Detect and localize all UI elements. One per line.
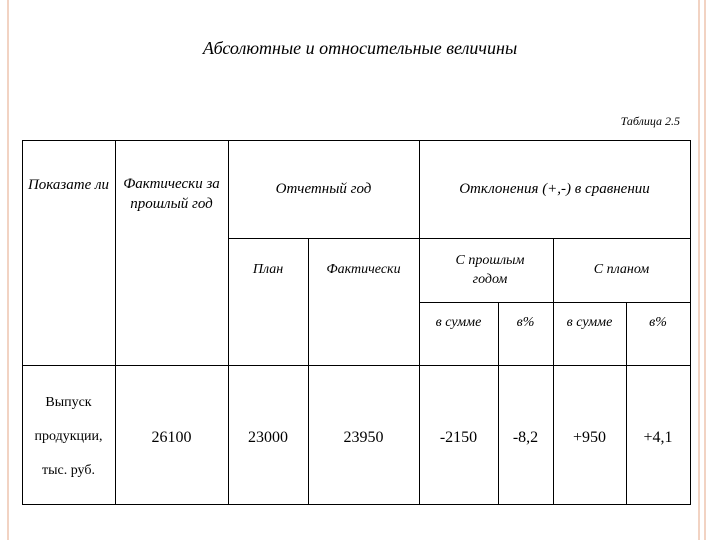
- subheader-sum-1: в сумме: [435, 315, 482, 331]
- header-deviation: Отклонения (+,-) в сравнении: [459, 180, 650, 197]
- subheader-plan-cmp: С планом: [593, 261, 650, 277]
- slide-border-right: [698, 0, 700, 540]
- cell-dev-prev-pct: -8,2: [512, 429, 539, 447]
- subheader-pct-1: в%: [516, 315, 535, 331]
- subheader-sum-2: в сумме: [566, 315, 613, 331]
- row-label: Выпуск продукции, тыс. руб.: [34, 394, 103, 479]
- cell-plan: 23000: [248, 429, 288, 447]
- header-report-year: Отчетный год: [275, 180, 372, 197]
- header-indicators: Показате ли: [27, 176, 110, 193]
- cell-dev-plan-pct: +4,1: [643, 429, 673, 447]
- header-prev-year: Фактически за прошлый год: [123, 175, 220, 212]
- subheader-pct-2: в%: [649, 315, 667, 331]
- cell-prev-year: 26100: [151, 429, 192, 447]
- cell-dev-plan-sum: +950: [572, 429, 607, 447]
- subheader-actual: Фактически: [326, 261, 401, 277]
- page-title: Абсолютные и относительные величины: [202, 38, 518, 58]
- cell-dev-prev-sum: -2150: [439, 429, 478, 447]
- subheader-plan: План: [252, 261, 284, 277]
- table-label: Таблица 2.5: [620, 114, 680, 128]
- slide-border-left: [7, 0, 9, 540]
- subheader-prev-year-cmp: С прошлым годом: [455, 253, 525, 287]
- slide-border-right-inner: [704, 0, 706, 540]
- cell-actual: 23950: [343, 429, 384, 447]
